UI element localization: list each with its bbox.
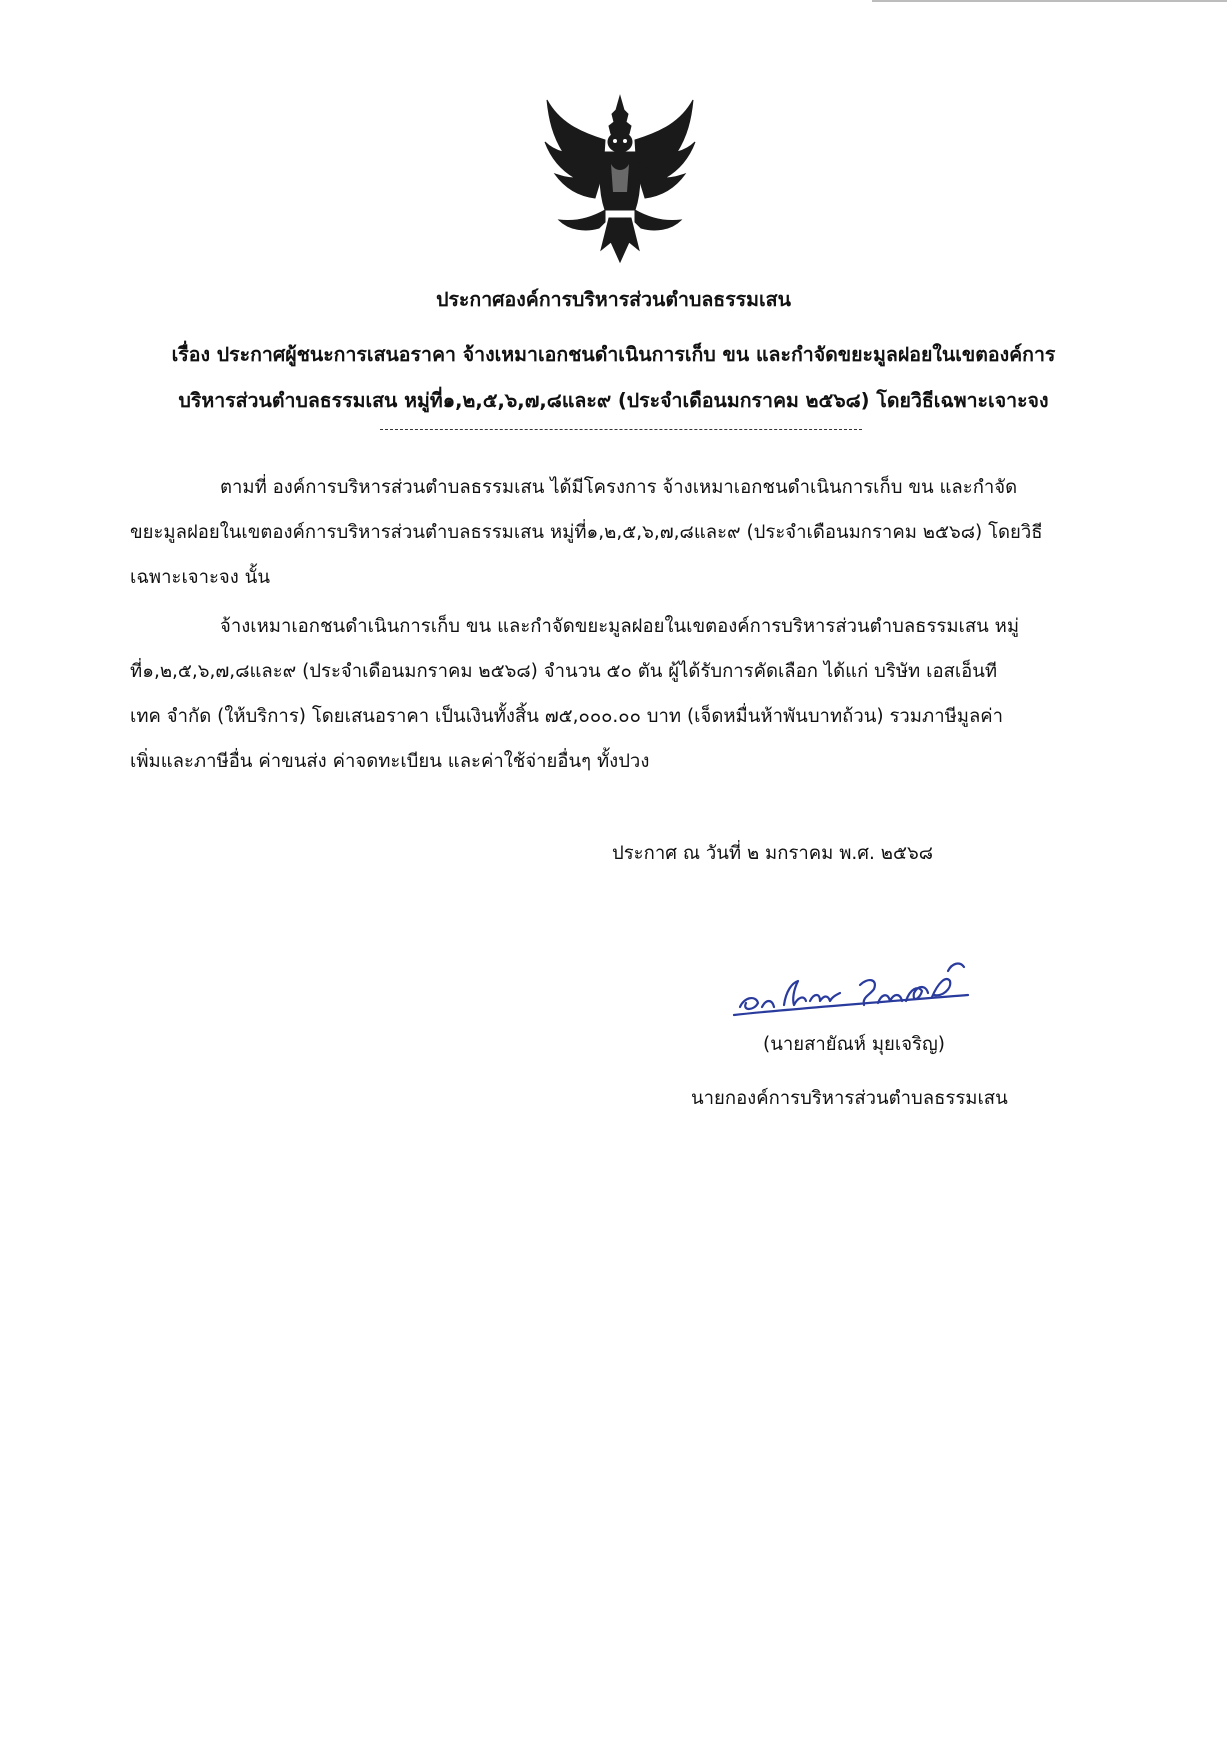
subject-line-1: เรื่อง ประกาศผู้ชนะการเสนอราคา จ้างเหมาเอกชนดำเนินการเก็บ ขน และกำจัดขยะมูลฝอยในเขตองค์การ bbox=[171, 343, 1056, 366]
handwritten-signature bbox=[728, 945, 998, 1025]
paragraph-2-line-3: เทค จำกัด (ให้บริการ) โดยเสนอราคา เป็นเงินทั้งสิ้น ๗๕,๐๐๐.๐๐ บาท (เจ็ดหมื่นห้าพันบาทถ้วน) รวมภาษีมูลค่า bbox=[130, 706, 1004, 727]
paragraph-1-line-2: ขยะมูลฝอยในเขตองค์การบริหารส่วนตำบลธรรมเสน หมู่ที่๑,๒,๕,๖,๗,๘และ๙ (ประจำเดือนมกราคม ๒๕๖๘) โดยวิธี bbox=[130, 522, 1043, 543]
subject-line-2: บริหารส่วนตำบลธรรมเสน หมู่ที่๑,๒,๕,๖,๗,๘และ๙ (ประจำเดือนมกราคม ๒๕๖๘) โดยวิธีเฉพาะเจาะจง bbox=[178, 389, 1049, 412]
paragraph-1-line-3: เฉพาะเจาะจง นั้น bbox=[130, 567, 270, 588]
paragraph-2-line-4: เพิ่มและภาษีอื่น ค่าขนส่ง ค่าจดทะเบียน และค่าใช้จ่ายอื่นๆ ทั้งปวง bbox=[130, 751, 650, 772]
garuda-emblem-icon bbox=[539, 92, 701, 268]
signer-position: นายกองค์การบริหารส่วนตำบลธรรมเสน bbox=[691, 1088, 1008, 1109]
paragraph-2-line-2: ที่๑,๒,๕,๖,๗,๘และ๙ (ประจำเดือนมกราคม ๒๕๖๘) จำนวน ๕๐ ตัน ผู้ได้รับการคัดเลือก ได้แก่ บริษัท เอสเอ็นที bbox=[130, 661, 998, 682]
paragraph-1-line-1: ตามที่ องค์การบริหารส่วนตำบลธรรมเสน ได้มีโครงการ จ้างเหมาเอกชนดำเนินการเก็บ ขน และกำจัด bbox=[220, 477, 1018, 498]
document-title: ประกาศองค์การบริหารส่วนตำบลธรรมเสน bbox=[436, 288, 791, 311]
announcement-date: ประกาศ ณ วันที่ ๒ มกราคม พ.ศ. ๒๕๖๘ bbox=[612, 843, 934, 864]
paragraph-2-line-1: จ้างเหมาเอกชนดำเนินการเก็บ ขน และกำจัดขยะมูลฝอยในเขตองค์การบริหารส่วนตำบลธรรมเสน หมู่ bbox=[220, 616, 1020, 637]
header-divider bbox=[380, 429, 862, 430]
signer-name: (นายสายัณห์ มุยเจริญ) bbox=[763, 1034, 945, 1055]
scan-edge-line bbox=[872, 0, 1227, 2]
